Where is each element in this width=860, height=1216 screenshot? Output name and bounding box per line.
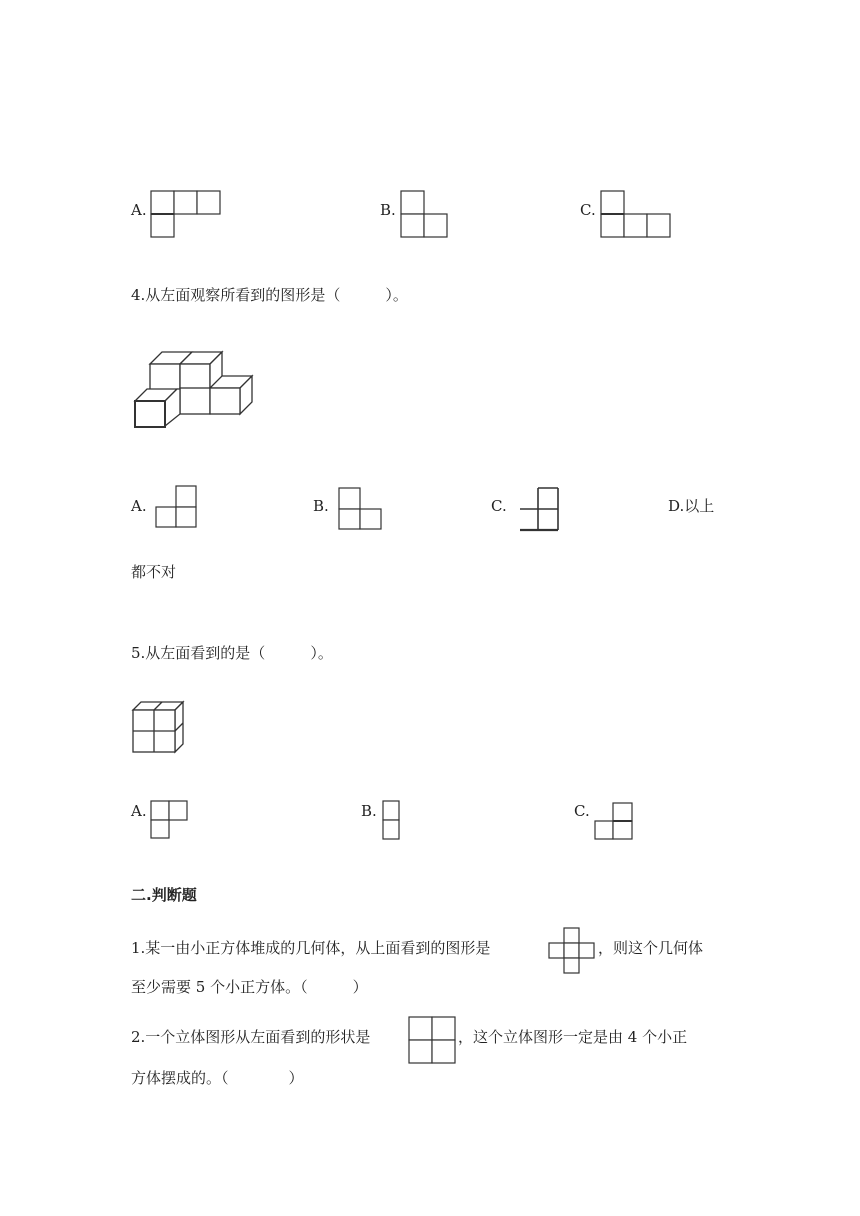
tf-item-1-line1-after: ，则这个几何体 xyxy=(598,939,704,957)
q3-option-c-label[interactable]: C. xyxy=(580,201,596,219)
tf-item-2-line1-after: ，这个立体图形一定是由 4 个小正 xyxy=(458,1028,688,1046)
q3-option-a-figure xyxy=(150,190,225,240)
q5-option-a-label[interactable]: A. xyxy=(131,802,147,820)
q4-option-a-label[interactable]: A. xyxy=(131,497,147,515)
q4-option-a-figure xyxy=(155,485,205,535)
tf-item-1-line2: 至少需要 5 个小正方体。（ ） xyxy=(131,978,368,996)
q5-cube-block-figure xyxy=(130,700,190,758)
q5-question-text: 5.从左面看到的是（ ）。 xyxy=(131,644,333,662)
q4-option-b-figure xyxy=(338,487,388,537)
tf-item-1-line1-before: 1.某一由小正方体堆成的几何体，从上面看到的图形是 xyxy=(131,939,491,957)
q3-option-b-label[interactable]: B. xyxy=(380,201,396,219)
q4-option-c-figure xyxy=(518,487,568,537)
q4-option-c-label[interactable]: C. xyxy=(491,497,507,515)
tf-item-2-line2: 方体摆成的。（ ） xyxy=(131,1069,304,1087)
q5-option-c-figure xyxy=(594,802,639,847)
q5-option-a-figure xyxy=(150,800,195,845)
q5-option-c-label[interactable]: C. xyxy=(574,802,590,820)
q4-option-d-continued: 都不对 xyxy=(131,563,177,581)
q4-option-d-label[interactable]: D.以上 xyxy=(668,497,715,515)
q5-option-b-label[interactable]: B. xyxy=(361,802,377,820)
q4-option-b-label[interactable]: B. xyxy=(313,497,329,515)
q3-option-c-figure xyxy=(600,190,675,240)
q4-cube-stack-figure xyxy=(132,350,257,430)
tf-item-2-left-view-figure xyxy=(408,1016,458,1066)
section-title-true-false: 二.判断题 xyxy=(131,886,197,904)
tf-item-2-line1-before: 2.一个立体图形从左面看到的形状是 xyxy=(131,1028,371,1046)
q4-question-text: 4.从左面观察所看到的图形是（ ）。 xyxy=(131,286,408,304)
q3-option-b-figure xyxy=(400,190,450,240)
tf-item-1-top-view-figure xyxy=(548,927,598,977)
q3-option-a-label[interactable]: A. xyxy=(131,201,147,219)
q5-option-b-figure xyxy=(382,800,407,845)
